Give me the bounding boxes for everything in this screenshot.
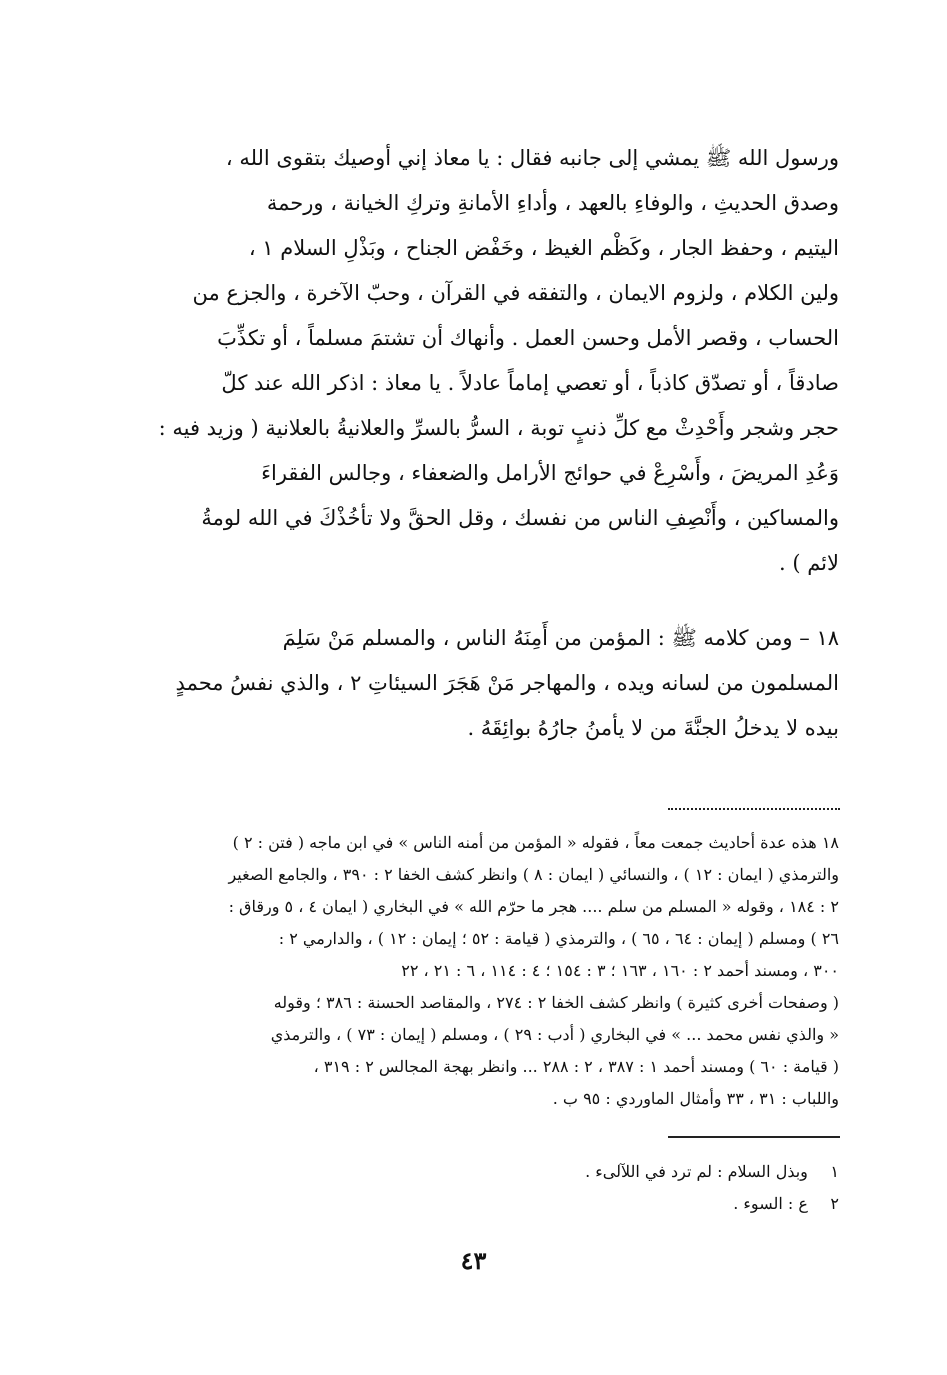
text-line: ورسول الله ﷺ يمشي إلى جانبه فقال : يا معاذ إني أوصيك بتقوى الله ، [225,146,839,170]
text-line: اليتيم ، وحفظ الجار ، وكَظْم الغيظ ، وخَفْض الجناح ، وبَذْلِ السلام ١ ، [248,236,839,260]
text-line: وصدق الحديثِ ، والوفاءِ بالعهد ، وأداءِ الأمانةِ وتركِ الخيانة ، ورحمة [266,191,839,215]
footnote-number: ٢ [830,1194,839,1213]
footnotes-divider [668,1136,840,1138]
paragraph-gap [108,586,839,616]
text-line: الحساب ، وقصر الأمل وحسن العمل . وأنهاك أن تشتمَ مسلماً ، أو تكذِّبَ [217,326,839,350]
main-text [108,136,839,751]
footnote-number: ١ [830,1162,839,1181]
footnote [108,1188,839,1220]
paragraph-2 [108,616,839,751]
paragraph-1 [108,136,839,586]
text-line: حجر وشجر وأَحْدِثْ مع كلِّ ذنبٍ توبة ، السرُّ بالسرِّ والعلانيةُ بالعلانية ( وزيد فيه : [158,416,839,440]
text-line: وَعُدِ المريضَ ، وأَسْرِعْ في حوائج الأرامل والضعفاء ، وجالس الفقراءَ [261,461,839,485]
note-line: ٣٠٠ ، ومسند أحمد ٢ : ١٦٠ ، ١٦٣ ؛ ٣ : ١٥٤ ؛ ٤ : ١١٤ ، ٦ : ٢١ ، ٢٢ [401,961,839,980]
note-line: ( وصفحات أخرى كثيرة ) وانظر كشف الخفا ٢ : ٢٧٤ ، والمقاصد الحسنة : ٣٨٦ ؛ وقوله [273,993,839,1012]
text-line: ١٨ – ومن كلامه ﷺ : المؤمن من أَمِنَهُ الناس ، والمسلم مَنْ سَلِمَ [282,626,839,650]
footnote [108,1156,839,1188]
note-line: ٢٦ ) ومسلم ( إيمان : ٦٤ ، ٦٥ ) ، والترمذي ( قيامة : ٥٢ ؛ إيمان : ١٢ ) ، والدارمي ٢ : [278,929,839,948]
note-line: واللباب : ٣١ ، ٣٣ وأمثال الماوردي : ٩٥ ب . [552,1089,839,1108]
hadith-notes [108,827,839,1115]
note-line: ١٨ هذه عدة أحاديث جمعت معاً ، فقوله « المؤمن من أمنه الناس » في ابن ماجه ( فتن : ٢ ) [232,833,839,852]
footnote-text: وبذل السلام : لم ترد في اللآلىء . [585,1162,808,1181]
footnotes [108,1156,839,1220]
note-line: ( قيامة : ٦٠ ) ومسند أحمد ١ : ٣٨٧ ، ٢ : ٢٨٨ ... وانظر بهجة المجالس ٢ : ٣١٩ ، [313,1057,839,1076]
note-line: والترمذي ( ايمان : ١٢ ) ، والنسائي ( ايمان : ٨ ) وانظر كشف الخفا ٢ : ٣٩٠ ، والجامع الصغير [228,865,839,884]
text-line: المسلمون من لسانه ويده ، والمهاجر مَنْ هَجَرَ السيئاتِ ٢ ، والذي نفسُ محمدٍ [175,671,839,695]
note-line: ٢ : ١٨٤ ، وقوله « المسلم من سلم .... هجر ما حرّم الله » في البخاري ( ايمان ٤ ، ٥ ورقاق : [228,897,839,916]
note-line: « والذي نفس محمد ... » في البخاري ( أدب : ٢٩ ) ، ومسلم ( إيمان : ٧٣ ) ، والترمذي [270,1025,839,1044]
text-line: والمساكين ، وأَنْصِفِ الناس من نفسك ، وقل الحقَّ ولا تأخُذْكَ في الله لومةُ [201,506,839,530]
text-line: لائم ) . [778,551,839,575]
notes-divider [668,808,840,810]
page-number: ٤٣ [460,1246,487,1275]
text-line: بيده لا يدخلُ الجنَّةَ من لا يأمنُ جارُهُ بوائِقَهُ . [467,716,839,740]
text-line: صادقاً ، أو تصدّق كاذباً ، أو تعصي إماماً عادلاً . يا معاذ : اذكر الله عند كلّ [221,371,839,395]
text-line: ولين الكلام ، ولزوم الايمان ، والتفقه في القرآن ، وحبّ الآخرة ، والجزع من [192,281,839,305]
footnote-text: ع : السوء . [733,1194,808,1213]
